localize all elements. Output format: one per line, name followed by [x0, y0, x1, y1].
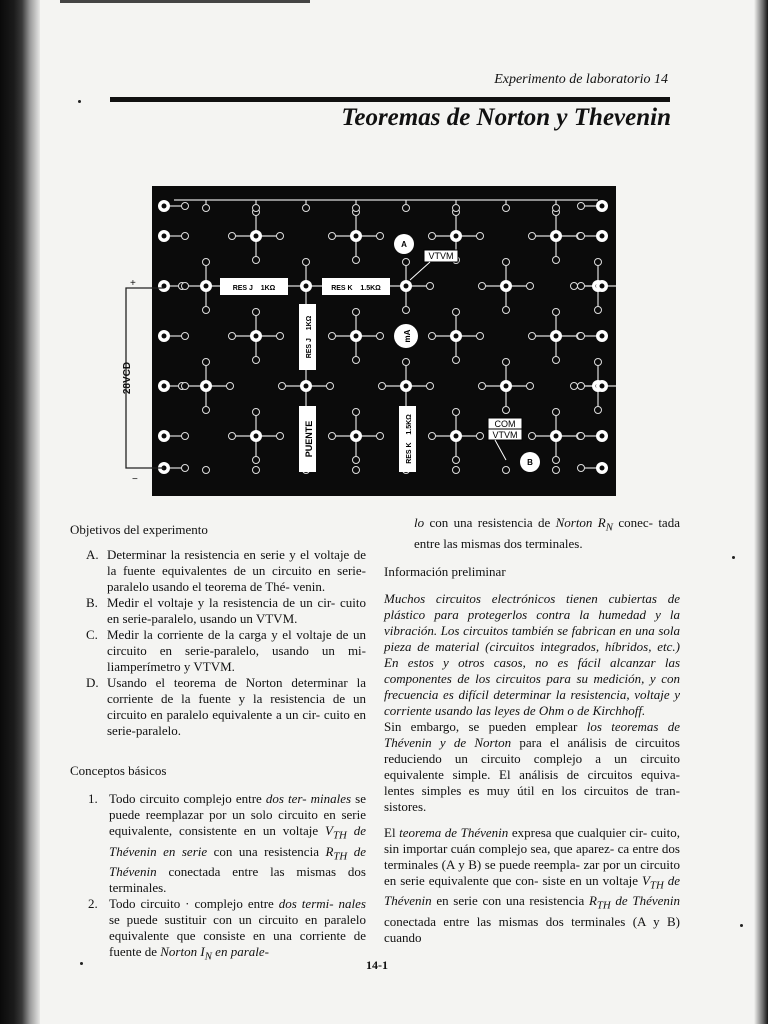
objective-text: Medir la corriente de la carga y el voltaje de un circuito en serie-paralelo, usando un mi- liamperímetro y VTVM.: [107, 627, 366, 674]
milliammeter-label: mA: [403, 329, 412, 343]
objective-d: [86, 675, 366, 739]
socket-node: [529, 333, 536, 340]
socket-node: [503, 407, 510, 414]
socket-node: [554, 334, 559, 339]
socket-node: [353, 205, 360, 212]
socket-node: [578, 383, 585, 390]
socket-node: [595, 259, 602, 266]
concepts-list: [70, 791, 366, 965]
socket-node: [578, 333, 585, 340]
socket-node: [553, 467, 560, 474]
socket-node: [503, 259, 510, 266]
socket-node: [578, 465, 585, 472]
socket-node: [453, 357, 460, 364]
socket-node: [203, 259, 210, 266]
socket-node: [182, 283, 189, 290]
res-j-vertical-label: RES J 1KΩ: [306, 315, 313, 359]
socket-node: [327, 383, 334, 390]
objectives-list: [70, 547, 366, 739]
socket-node: [162, 234, 167, 239]
socket-node: [578, 433, 585, 440]
scan-edge-left: [0, 0, 40, 1024]
socket-node: [353, 467, 360, 474]
socket-node: [479, 283, 486, 290]
socket-node: [479, 383, 486, 390]
socket-node: [253, 409, 260, 416]
socket-node: [403, 307, 410, 314]
header-rule: [110, 97, 670, 102]
socket-node: [527, 283, 534, 290]
socket-node: [595, 407, 602, 414]
socket-node: [477, 433, 484, 440]
experiment-label: Experimento de laboratorio 14: [494, 72, 668, 87]
objective-marker: B.: [86, 595, 98, 610]
objective-b: [86, 595, 366, 627]
socket-node: [277, 333, 284, 340]
meter-a-label: A: [401, 240, 407, 249]
socket-node: [162, 204, 167, 209]
puente-label: PUENTE: [304, 420, 314, 458]
socket-node: [529, 233, 536, 240]
socket-node: [453, 309, 460, 316]
socket-node: [203, 407, 210, 414]
supply-label: 28VCD: [122, 361, 133, 395]
socket-node: [600, 284, 605, 289]
supply-plus: +: [130, 278, 136, 289]
socket-node: [554, 434, 559, 439]
socket-node: [429, 233, 436, 240]
objective-text: Usando el teorema de Norton determinar la corriente de la fuente y la resistencia de un circuito en paralelo equivalente a un cir- cuito en serie-paralelo.: [107, 675, 366, 738]
socket-node: [454, 234, 459, 239]
socket-node: [595, 307, 602, 314]
socket-node: [303, 205, 310, 212]
socket-node: [600, 434, 605, 439]
objective-text: Determinar la resistencia en serie y el voltaje de la fuente equivalentes de un circuito en serie-paralelo usando el teorema de Thé- venin.: [107, 547, 366, 594]
socket-node: [254, 334, 259, 339]
com-label: COM: [494, 419, 516, 429]
socket-node: [204, 284, 209, 289]
objective-text: Medir el voltaje y la resistencia de un cir- cuito en serie-paralelo, usando un VTVM.: [107, 595, 366, 626]
socket-node: [504, 384, 509, 389]
socket-node: [354, 234, 359, 239]
socket-node: [377, 233, 384, 240]
socket-node: [182, 233, 189, 240]
socket-node: [353, 457, 360, 464]
breadboard-svg: [114, 186, 616, 496]
socket-node: [229, 333, 236, 340]
socket-node: [503, 307, 510, 314]
socket-node: [600, 384, 605, 389]
socket-node: [427, 283, 434, 290]
supply-minus: −: [132, 474, 138, 485]
socket-node: [182, 333, 189, 340]
socket-node: [204, 384, 209, 389]
socket-node: [277, 433, 284, 440]
socket-node: [554, 234, 559, 239]
socket-node: [229, 433, 236, 440]
socket-node: [253, 457, 260, 464]
socket-node: [253, 205, 260, 212]
socket-node: [353, 257, 360, 264]
socket-node: [553, 457, 560, 464]
socket-node: [203, 307, 210, 314]
socket-node: [404, 284, 409, 289]
res-j-horizontal-label: RES J 1KΩ: [232, 285, 276, 292]
socket-node: [353, 309, 360, 316]
socket-node: [353, 357, 360, 364]
page-title: Teoremas de Norton y Thevenin: [341, 104, 671, 131]
objective-marker: D.: [86, 675, 99, 690]
socket-node: [182, 383, 189, 390]
socket-node: [303, 259, 310, 266]
socket-node: [503, 359, 510, 366]
breadboard-figure: [114, 186, 616, 496]
socket-node: [353, 409, 360, 416]
info-paragraph-italic: Muchos circuitos electrónicos tienen cubiertas de plástico para protegerlos contra la humedad y la vibración. Los circuitos también se fabrican en una sola pieza de material (circuitos integrados, híbridos, etc.) En estos y otros casos, no es fácil alcanzar las componentes de los circuitos para su medición, y con frecuencia es difícil determinar la resistencia, voltaje y corriente usando las leyes de Ohm o de Kirchhoff.: [384, 590, 680, 718]
socket-node: [162, 384, 167, 389]
socket-node: [329, 333, 336, 340]
socket-node: [553, 309, 560, 316]
socket-node: [227, 383, 234, 390]
socket-node: [354, 334, 359, 339]
socket-node: [453, 409, 460, 416]
socket-node: [377, 333, 384, 340]
socket-node: [453, 467, 460, 474]
socket-node: [427, 383, 434, 390]
socket-node: [453, 205, 460, 212]
scan-speck: [78, 100, 81, 103]
socket-node: [203, 467, 210, 474]
socket-node: [354, 434, 359, 439]
norton-continuation: lo con una resistencia de Norton $R_N$ conec- tada entre las mismas dos terminales.: [414, 515, 680, 551]
socket-node: [429, 433, 436, 440]
socket-node: [600, 334, 605, 339]
page-number: 14-1: [366, 958, 388, 972]
scan-speck: [740, 924, 743, 927]
socket-node: [377, 433, 384, 440]
socket-node: [304, 384, 309, 389]
socket-node: [503, 205, 510, 212]
socket-node: [403, 259, 410, 266]
socket-node: [503, 467, 510, 474]
socket-node: [403, 359, 410, 366]
socket-node: [162, 434, 167, 439]
socket-node: [182, 433, 189, 440]
res-k-horizontal-label: RES K 1.5KΩ: [331, 285, 381, 292]
socket-node: [477, 333, 484, 340]
scan-speck: [80, 962, 83, 965]
info-paragraph-2: Sin embargo, se pueden emplear los teoremas de Thévenin y de Norton para el análisis de circuitos reduciendo un circuito complejo a un circuito equivalente simple. El análisis de circuitos equiva- lentes simples es muy útil en los circuitos de tran- sistores.: [384, 718, 680, 814]
socket-node: [571, 283, 578, 290]
objective-marker: A.: [86, 547, 99, 562]
socket-node: [600, 234, 605, 239]
socket-node: [553, 409, 560, 416]
socket-node: [504, 284, 509, 289]
socket-node: [182, 203, 189, 210]
socket-node: [329, 233, 336, 240]
socket-node: [182, 465, 189, 472]
objectives-heading: Objetivos del experimento: [70, 522, 208, 537]
concepts-heading: Conceptos básicos: [70, 763, 167, 778]
socket-node: [553, 205, 560, 212]
right-column: [384, 515, 680, 946]
socket-node: [578, 283, 585, 290]
vtvm-top-label: VTVM: [428, 251, 454, 261]
left-column: [70, 522, 366, 965]
socket-node: [203, 205, 210, 212]
socket-node: [454, 334, 459, 339]
socket-node: [477, 233, 484, 240]
socket-node: [571, 383, 578, 390]
socket-node: [279, 383, 286, 390]
socket-node: [600, 204, 605, 209]
socket-node: [529, 433, 536, 440]
socket-node: [600, 466, 605, 471]
objective-c: [86, 627, 366, 675]
socket-node: [429, 333, 436, 340]
socket-node: [254, 434, 259, 439]
socket-node: [453, 457, 460, 464]
socket-node: [578, 203, 585, 210]
socket-node: [379, 383, 386, 390]
scan-top-mark: [60, 0, 310, 3]
info-heading: Información preliminar: [384, 563, 506, 579]
objective-marker: C.: [86, 627, 98, 642]
scan-edge-right: [754, 0, 768, 1024]
socket-node: [254, 234, 259, 239]
socket-node: [578, 233, 585, 240]
socket-node: [253, 357, 260, 364]
scan-speck: [732, 556, 735, 559]
socket-node: [304, 284, 309, 289]
socket-node: [553, 357, 560, 364]
socket-node: [253, 467, 260, 474]
socket-node: [253, 309, 260, 316]
socket-node: [229, 233, 236, 240]
socket-node: [253, 257, 260, 264]
socket-node: [527, 383, 534, 390]
meter-b-label: B: [527, 458, 533, 467]
socket-node: [403, 205, 410, 212]
socket-node: [162, 334, 167, 339]
socket-node: [595, 359, 602, 366]
socket-node: [277, 233, 284, 240]
objective-a: [86, 547, 366, 595]
socket-node: [553, 257, 560, 264]
res-k-vertical-label: RES K 1.5KΩ: [406, 414, 413, 464]
concept-1: 1. Todo circuito complejo entre dos ter- minales se puede reemplazar por un solo circuito en serie equivalente, consistente en un voltaje $V_{TH}$ de Thévenin en serie con una resistencia $R_{TH}$ de Thévenin conectada entre las mismas dos terminales.: [88, 791, 366, 896]
socket-node: [203, 359, 210, 366]
info-paragraph-3: El teorema de Thévenin expresa que cualquier cir- cuito, sin importar cuán complejo sea, que aparez- ca entre dos terminales (A y B) se puede reempla- zar por un circuito en serie equivalente que con- siste en un voltaje $V_{TH}$ de Thévenin en serie con una resistencia $R_{TH}$ de Thévenin conectada entre las mismas dos terminales (A y B) cuando: [384, 824, 681, 945]
socket-node: [329, 433, 336, 440]
concept-2: 2. Todo circuito · complejo entre dos termi- nales se puede sustituir con un circuito en paralelo equivalente que consiste en una corriente de fuente de Norton $I_N$ en parale-: [88, 896, 366, 963]
socket-node: [404, 384, 409, 389]
vtvm-bottom-label: VTVM: [492, 430, 518, 440]
socket-node: [454, 434, 459, 439]
